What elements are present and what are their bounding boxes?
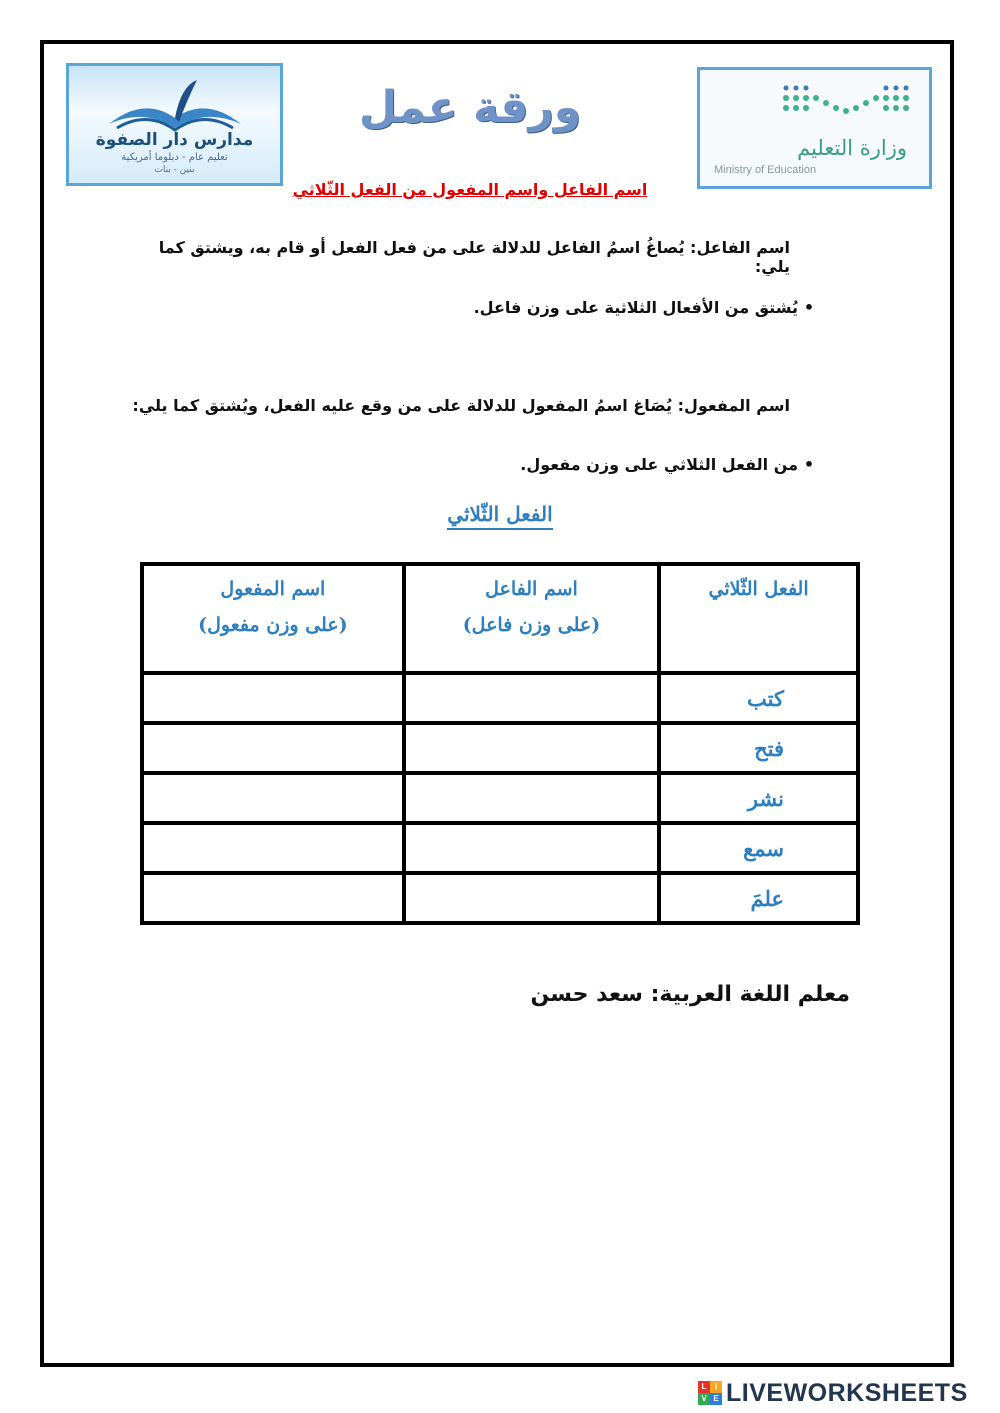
page-title: ورقة عمل <box>358 82 582 133</box>
liveworksheets-logo-icon <box>698 1381 722 1405</box>
verb-cell: كتب <box>659 673 858 723</box>
school-tagline: تعليم عام - دبلوما أمريكية <box>121 152 228 163</box>
logo-letter: L <box>698 1381 710 1393</box>
school-tagline-2: بنين - بنات <box>154 165 195 175</box>
liveworksheets-text: LIVEWORKSHEETS <box>726 1378 968 1407</box>
header-maf3ool-sub: (على وزن مفعول) <box>198 614 348 636</box>
table-row <box>142 723 858 773</box>
header-maf3ool-label: اسم المفعول <box>220 578 326 600</box>
table-row <box>142 873 858 923</box>
maf3ool-definition: اسم المفعول: يُصَاغ اسمُ المفعول للدلالة على من وقع عليه الفعل، ويُشتق كما يلي: <box>132 396 790 415</box>
bullet-icon: • <box>803 455 815 474</box>
maf3ool-answer-cell[interactable] <box>142 723 404 773</box>
header-fa3il <box>404 564 659 673</box>
table-row <box>142 673 858 723</box>
page-subtitle: اسم الفاعل واسم المفعول من الفعل الثّلاثي <box>292 180 648 199</box>
verb-cell: نشر <box>659 773 858 823</box>
school-logo <box>66 63 283 186</box>
liveworksheets-watermark <box>698 1378 968 1408</box>
ministry-name-en: Ministry of Education <box>714 164 817 176</box>
table-title: الفعل الثّلاثي <box>380 502 620 526</box>
header-maf3ool <box>142 564 404 673</box>
maf3ool-answer-cell[interactable] <box>142 823 404 873</box>
logo-letter: V <box>698 1393 710 1405</box>
ministry-name-ar: وزارة التعليم <box>797 136 907 160</box>
fa3il-rule: يُشتق من الأفعال الثلاثية على وزن فاعل. <box>473 298 798 317</box>
table-header-row <box>142 564 858 673</box>
bullet-icon: • <box>803 298 815 317</box>
maf3ool-answer-cell[interactable] <box>142 773 404 823</box>
maf3ool-rule-item <box>220 455 820 474</box>
ministry-dots-icon <box>700 70 929 130</box>
table-row <box>142 773 858 823</box>
table-row <box>142 823 858 873</box>
header-verb: الفعل الثّلاثي <box>659 564 858 673</box>
ministry-logo <box>697 67 932 189</box>
fa3il-answer-cell[interactable] <box>404 673 659 723</box>
fa3il-answer-cell[interactable] <box>404 873 659 923</box>
header-fa3il-sub: (على وزن فاعل) <box>462 614 601 636</box>
fa3il-rule-item <box>220 298 820 317</box>
verb-cell: فتح <box>659 723 858 773</box>
teacher-signature: معلم اللغة العربية: سعد حسن <box>530 982 850 1007</box>
logo-letter: E <box>710 1393 722 1405</box>
maf3ool-rule: من الفعل الثلاثي على وزن مفعول. <box>520 455 798 474</box>
fa3il-answer-cell[interactable] <box>404 773 659 823</box>
verb-cell: سمع <box>659 823 858 873</box>
school-name: مدارس دار الصفوة <box>95 130 254 150</box>
fa3il-answer-cell[interactable] <box>404 823 659 873</box>
verb-cell: علمَ <box>659 873 858 923</box>
verbs-table <box>140 562 860 925</box>
fa3il-answer-cell[interactable] <box>404 723 659 773</box>
header-fa3il-label: اسم الفاعل <box>485 578 578 600</box>
maf3ool-answer-cell[interactable] <box>142 673 404 723</box>
logo-letter: I <box>710 1381 722 1393</box>
fa3il-definition: اسم الفاعل: يُصاغُ اسمُ الفاعل للدلالة على من فعل الفعل أو قام به، ويشتق كما يلي: <box>158 238 790 276</box>
maf3ool-answer-cell[interactable] <box>142 873 404 923</box>
